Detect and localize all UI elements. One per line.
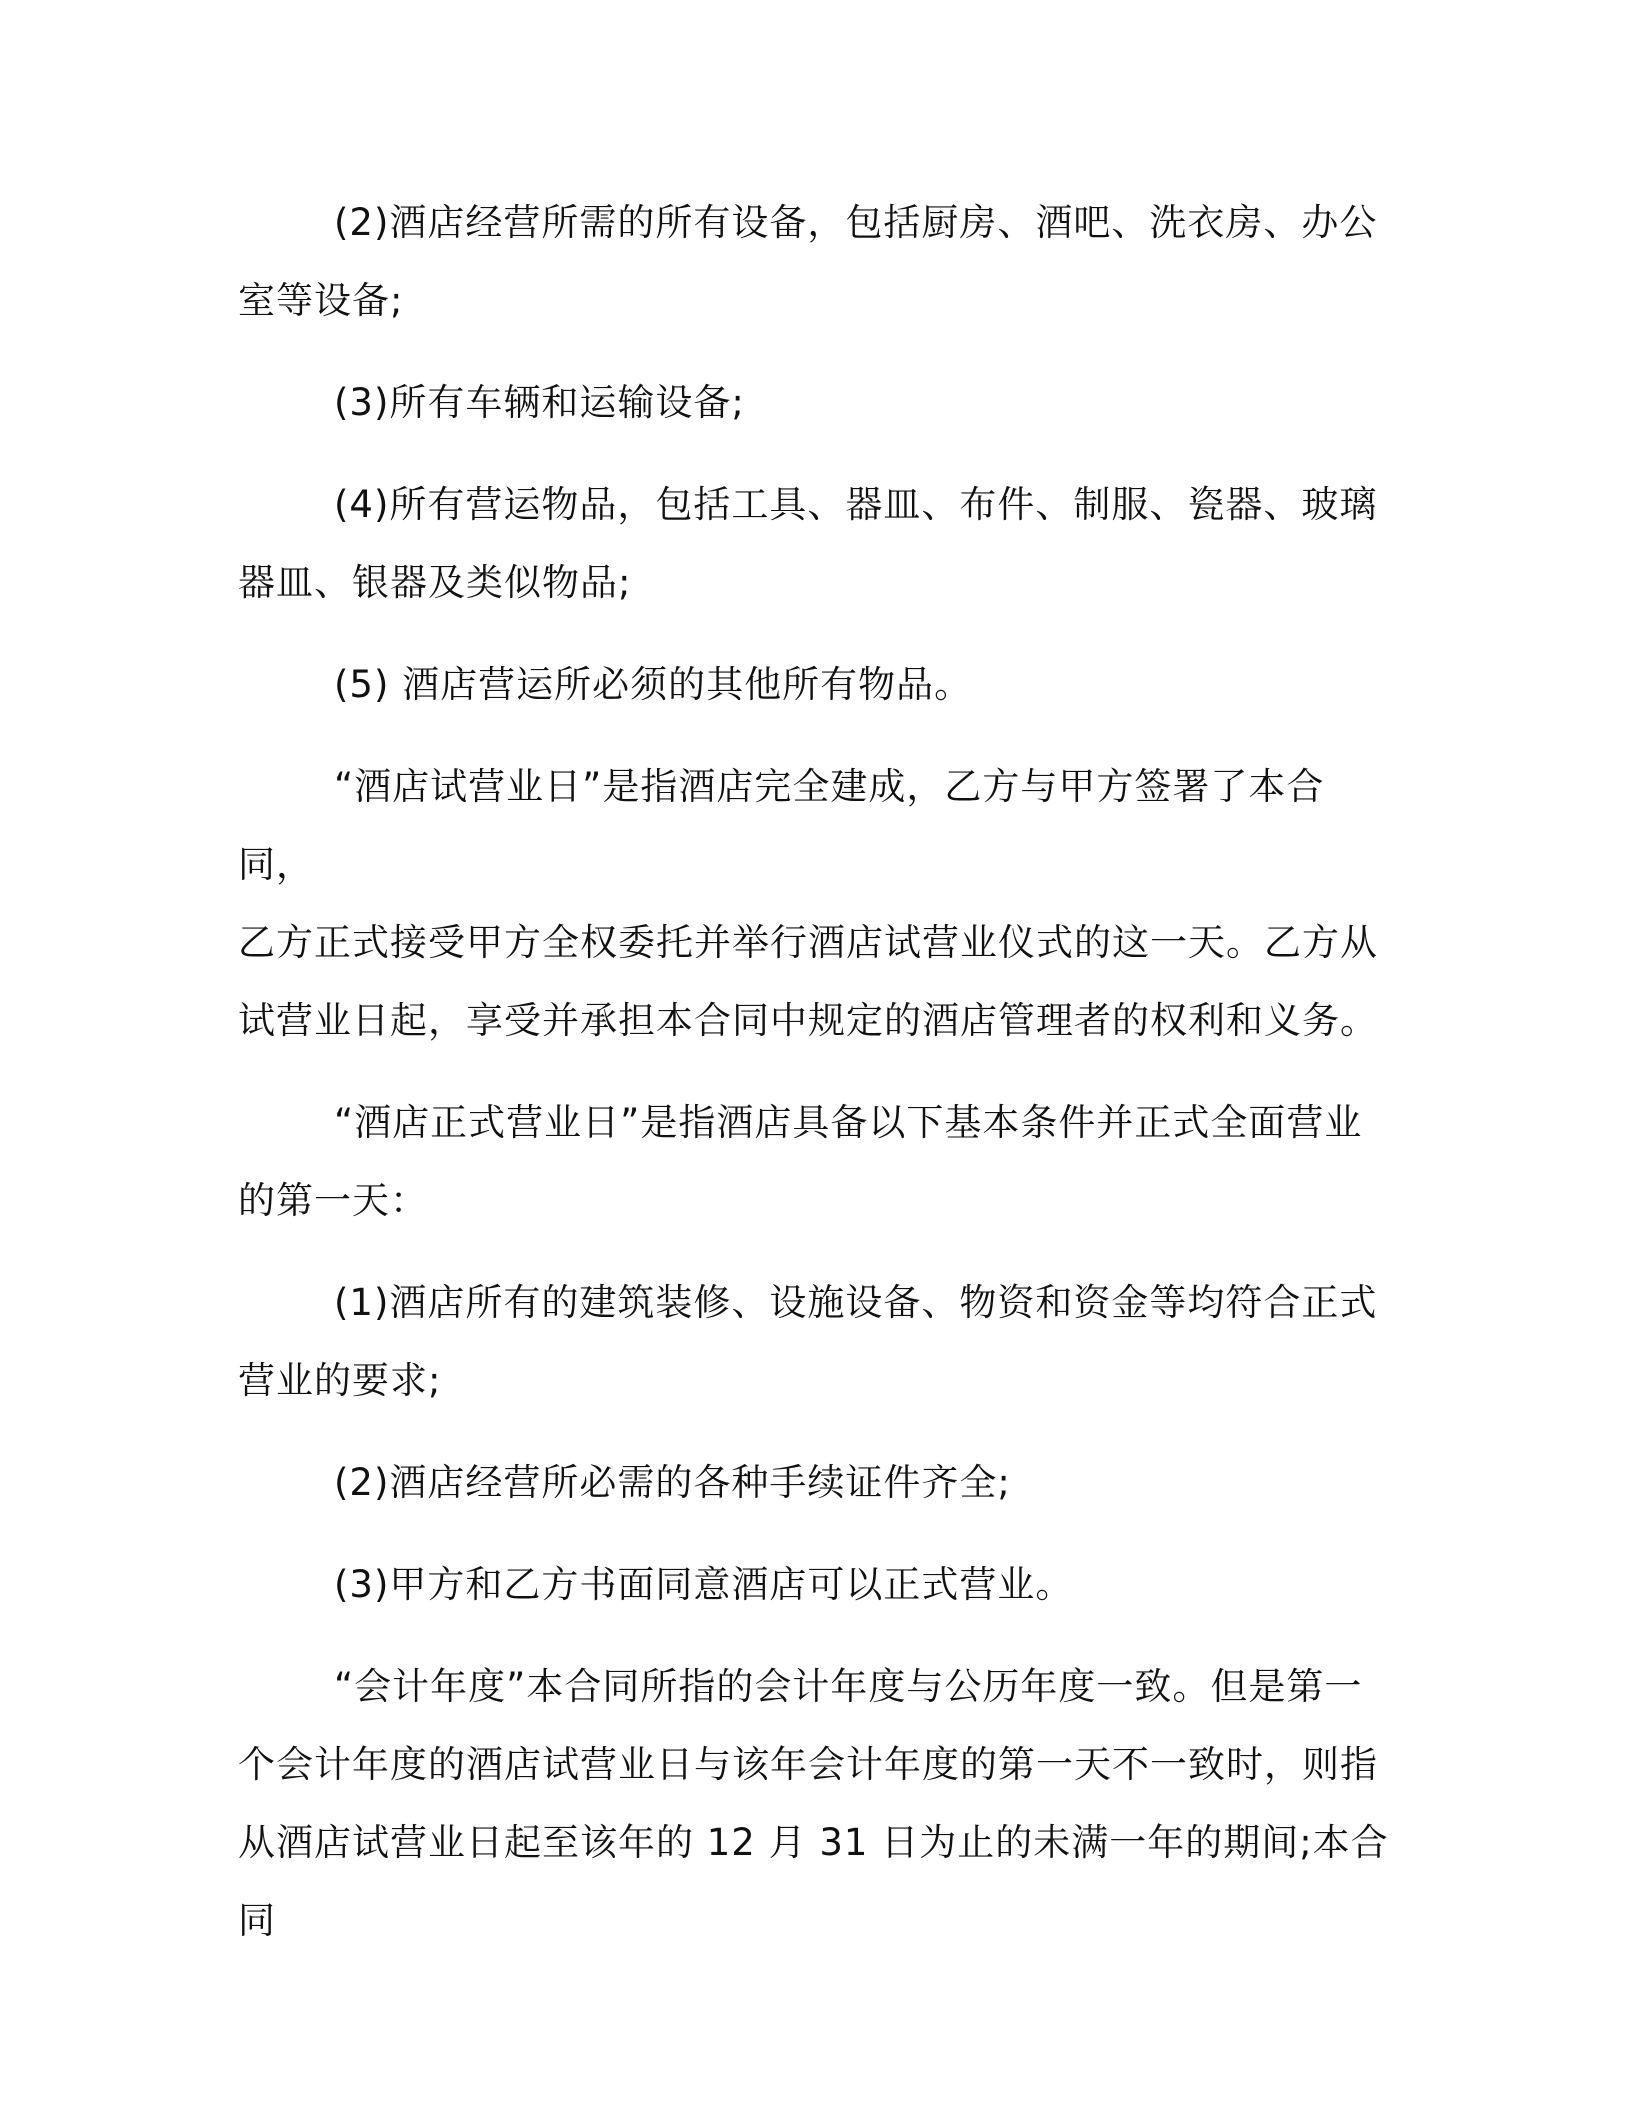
paragraph-vehicles [238,364,1398,442]
paragraph-operating-items [238,466,1398,622]
text-line: 室等设备; [238,279,404,322]
text-line: “酒店正式营业日”是指酒店具备以下基本条件并正式全面营业 [334,1101,1363,1144]
paragraph-official-opening-day [238,1084,1398,1240]
text-line: 试营业日起，享受并承担本合同中规定的酒店管理者的权利和义务。 [238,999,1378,1042]
text-line: 乙方正式接受甲方全权委托并举行酒店试营业仪式的这一天。乙方从 [238,921,1378,964]
text-line: (3)甲方和乙方书面同意酒店可以正式营业。 [334,1563,1074,1606]
paragraph-condition-3 [238,1546,1398,1624]
text-line: (2)酒店经营所必需的各种手续证件齐全; [334,1461,1011,1504]
text-line: (3)所有车辆和运输设备; [334,381,745,424]
text-line: (5) 酒店营运所必须的其他所有物品。 [334,663,973,706]
paragraph-other-items [238,646,1398,724]
text-line: 器皿、银器及类似物品; [238,561,632,604]
document-page [238,184,1398,1984]
text-line: “会计年度”本合同所指的会计年度与公历年度一致。但是第一 [334,1665,1363,1708]
text-line: (2)酒店经营所需的所有设备，包括厨房、酒吧、洗衣房、办公 [334,201,1378,244]
text-line: (4)所有营运物品，包括工具、器皿、布件、制服、瓷器、玻璃 [334,483,1378,526]
text-line: 的第一天： [238,1179,428,1222]
paragraph-condition-2 [238,1444,1398,1522]
text-line: 个会计年度的酒店试营业日与该年会计年度的第一天不一致时，则指 [238,1743,1378,1786]
text-line: 从酒店试营业日起至该年的 12 月 31 日为止的未满一年的期间;本合同 [238,1821,1389,1942]
text-line: 营业的要求; [238,1359,442,1402]
paragraph-trial-opening-day [238,748,1398,1060]
text-line: (1)酒店所有的建筑装修、设施设备、物资和资金等均符合正式 [334,1281,1378,1324]
text-line: “酒店试营业日”是指酒店完全建成，乙方与甲方签署了本合同， [238,765,1325,886]
paragraph-condition-1 [238,1264,1398,1420]
paragraph-fiscal-year [238,1648,1398,1960]
paragraph-equipment [238,184,1398,340]
